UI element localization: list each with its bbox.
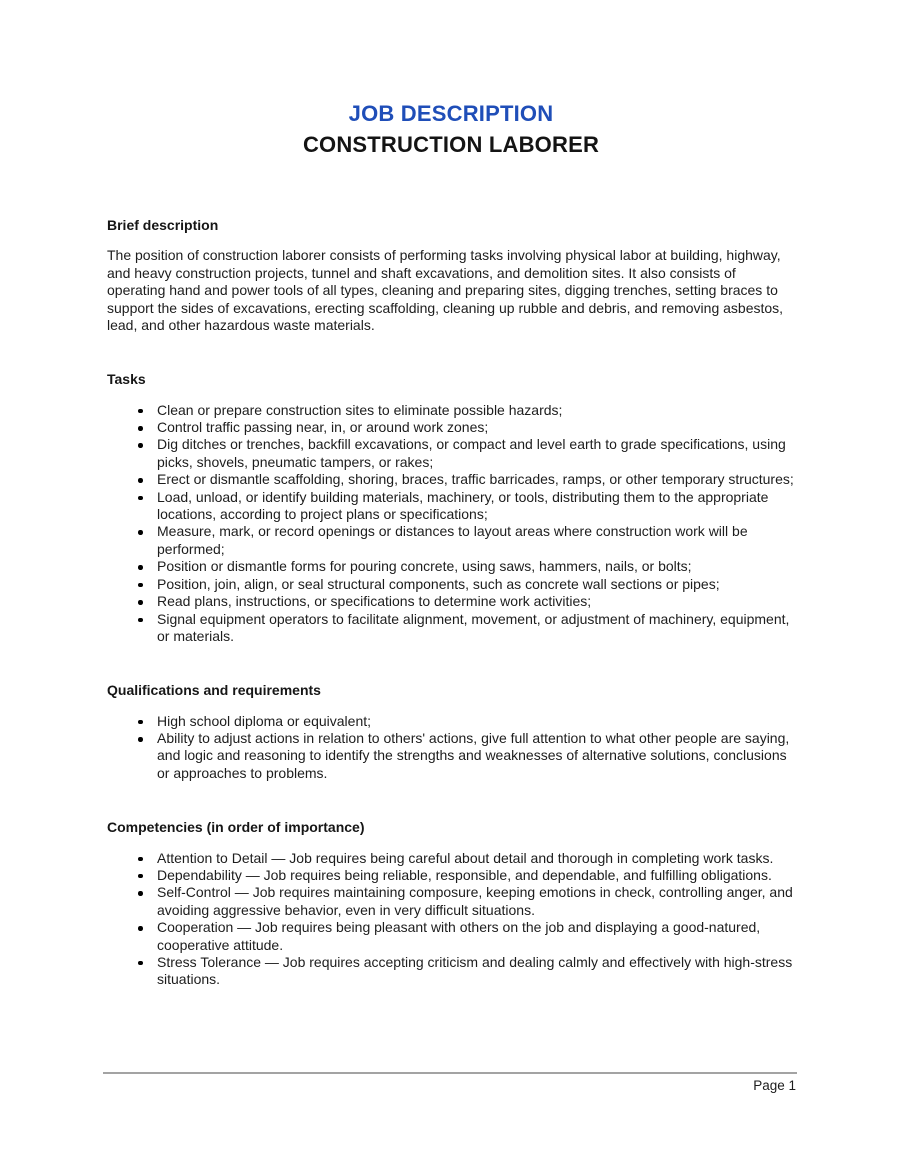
section-brief-description xyxy=(107,217,795,334)
bullet-item: Load, unload, or identify building materials, machinery, or tools, distributing them to the appropriate locations, according to project plans or specifications; xyxy=(107,489,795,524)
document-header xyxy=(107,98,795,160)
section-heading: Qualifications and requirements xyxy=(107,682,321,699)
footer-divider xyxy=(103,1072,797,1074)
bullet-item: Position or dismantle forms for pouring concrete, using saws, hammers, nails, or bolts; xyxy=(107,558,795,575)
section-tasks xyxy=(107,371,795,645)
bullet-item: Cooperation — Job requires being pleasant with others on the job and displaying a good-natured, cooperative attitude. xyxy=(107,919,795,954)
bullet-list xyxy=(107,713,795,783)
document-body xyxy=(107,217,795,989)
bullet-item: Read plans, instructions, or specifications to determine work activities; xyxy=(107,593,795,610)
bullet-item: Control traffic passing near, in, or around work zones; xyxy=(107,419,795,436)
bullet-item: Clean or prepare construction sites to eliminate possible hazards; xyxy=(107,402,795,419)
bullet-item: Measure, mark, or record openings or distances to layout areas where construction work will be performed; xyxy=(107,523,795,558)
bullet-item: Self-Control — Job requires maintaining composure, keeping emotions in check, controlling anger, and avoiding aggressive behavior, even in very difficult situations. xyxy=(107,884,795,919)
bullet-item: Ability to adjust actions in relation to others' actions, give full attention to what other people are saying, and logic and reasoning to identify the strengths and weaknesses of alternative solutions, conclusions or approaches to problems. xyxy=(107,730,795,782)
bullet-item: Erect or dismantle scaffolding, shoring, braces, traffic barricades, ramps, or other temporary structures; xyxy=(107,471,795,488)
bullet-list xyxy=(107,402,795,646)
page-number: Page 1 xyxy=(753,1078,796,1093)
bullet-item: Signal equipment operators to facilitate alignment, movement, or adjustment of machinery, equipment, or materials. xyxy=(107,611,795,646)
section-qualifications xyxy=(107,682,795,782)
section-heading: Competencies (in order of importance) xyxy=(107,819,365,836)
section-heading: Brief description xyxy=(107,217,219,233)
section-competencies xyxy=(107,819,795,989)
bullet-item: Stress Tolerance — Job requires accepting criticism and dealing calmly and effectively with high-stress situations. xyxy=(107,954,795,989)
bullet-item: High school diploma or equivalent; xyxy=(107,713,795,730)
doc-title-line1: JOB DESCRIPTION xyxy=(348,101,554,126)
bullet-item: Dependability — Job requires being reliable, responsible, and dependable, and fulfilling obligations. xyxy=(107,867,795,884)
section-paragraph: The position of construction laborer consists of performing tasks involving physical labor at building, highway, and heavy construction projects, tunnel and shaft excavations, and demolition sites. It also consists of operating hand and power tools of all types, cleaning and preparing sites, digging trenches, setting braces to support the sides of excavations, erecting scaffolding, cleaning up rubble and debris, and removing asbestos, lead, and other hazardous waste materials. xyxy=(107,247,784,333)
doc-title-line2: CONSTRUCTION LABORER xyxy=(302,132,600,157)
bullet-item: Position, join, align, or seal structural components, such as concrete wall sections or pipes; xyxy=(107,576,795,593)
bullet-item: Dig ditches or trenches, backfill excavations, or compact and level earth to grade specifications, using picks, shovels, pneumatic tampers, or rakes; xyxy=(107,436,795,471)
section-heading: Tasks xyxy=(107,371,146,388)
bullet-item: Attention to Detail — Job requires being careful about detail and thorough in completing work tasks. xyxy=(107,850,795,867)
document-footer xyxy=(103,1072,797,1094)
bullet-list xyxy=(107,850,795,989)
